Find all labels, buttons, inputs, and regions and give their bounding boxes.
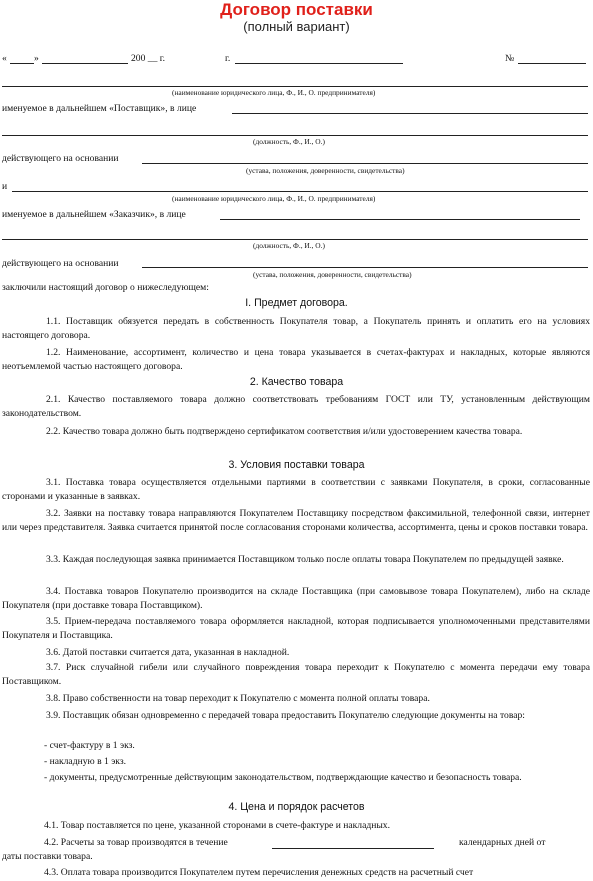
supplier-name-field[interactable] <box>2 86 588 87</box>
clause-1-2: 1.2. Наименование, ассортимент, количество и цена товара указывается в счетах-фактурах и накладных, которые являются неотъемлемой частью настоящего договора. <box>2 347 590 372</box>
city-label: г. <box>225 53 231 64</box>
clause-3-9: 3.9. Поставщик обязан одновременно с передачей товара предоставить Покупателю следующие документы на товар: <box>46 710 525 721</box>
clause-3-7: 3.7. Риск случайной гибели или случайного повреждения товара переходит к Покупателю с момента передачи ему товара Поставщиком. <box>2 662 590 687</box>
and-text: и <box>2 181 8 192</box>
supplier-basis-text: действующего на основании <box>2 153 119 164</box>
section-3-heading: 3. Условия поставки товара <box>228 459 365 471</box>
clause-2-2: 2.2. Качество товара должно быть подтверждено сертификатом соответствия и/или удостоверением качества товара. <box>46 426 523 437</box>
customer-position-caption: (должность, Ф., И., О.) <box>253 241 325 250</box>
clause-2-1: 2.1. Качество поставляемого товара должно соответствовать требованиям ГОСТ или ТУ, установленным действующим законодательством. <box>2 394 590 419</box>
date-open-quote: « <box>2 53 7 64</box>
customer-rep-field[interactable] <box>220 219 580 220</box>
supplier-name-caption: (наименование юридического лица, Ф., И., О. предпринимателя) <box>172 88 376 97</box>
supplier-text: именуемое в дальнейшем «Поставщик», в лице <box>2 103 197 114</box>
customer-basis-caption: (устава, положения, доверенности, свидетельства) <box>253 270 412 279</box>
clause-4-2-part-b: календарных дней от <box>459 837 546 848</box>
bullet-invoice: - счет-фактуру в 1 экз. <box>44 740 135 751</box>
customer-rep-field-2[interactable] <box>2 239 588 240</box>
supplier-rep-field[interactable] <box>232 113 588 114</box>
month-field[interactable] <box>42 63 128 64</box>
bullet-documents: - документы, предусмотренные действующим законодательством, подтверждающие качество и безопасность товара. <box>44 772 522 783</box>
supplier-position-caption: (должность, Ф., И., О.) <box>253 137 325 146</box>
date-close-quote: » <box>34 53 39 64</box>
customer-name-field[interactable] <box>12 191 588 192</box>
clause-4-2-part-a: 4.2. Расчеты за товар производятся в течение <box>44 837 228 848</box>
supplier-basis-field[interactable] <box>142 163 588 164</box>
supplier-rep-field-2[interactable] <box>2 135 588 136</box>
customer-text: именуемое в дальнейшем «Заказчик», в лице <box>2 209 186 220</box>
number-field[interactable] <box>518 63 586 64</box>
supplier-basis-caption: (устава, положения, доверенности, свидетельства) <box>246 166 405 175</box>
clause-4-1: 4.1. Товар поставляется по цене, указанной сторонами в счете-фактуре и накладных. <box>44 820 390 831</box>
number-label: № <box>505 53 515 64</box>
concluded-text: заключили настоящий договор о нижеследующем: <box>2 282 209 293</box>
customer-name-caption: (наименование юридического лица, Ф., И., О. предпринимателя) <box>172 194 376 203</box>
section-1-heading: I. Предмет договора. <box>245 297 348 309</box>
bullet-waybill: - накладную в 1 экз. <box>44 756 127 767</box>
clause-1-1: 1.1. Поставщик обязуется передать в собственность Покупателя товар, а Покупатель принять и оплатить его на условиях настоящего договора. <box>2 316 590 341</box>
clause-3-1: 3.1. Поставка товара осуществляется отдельными партиями в соответствии с заявками Покупателя, в сроки, согласованные сторонами и указанные в заявках. <box>2 477 590 502</box>
day-field[interactable] <box>10 63 34 64</box>
year-label: 200 __ г. <box>131 53 166 64</box>
clause-4-2-part-c: даты поставки товара. <box>2 851 93 862</box>
customer-basis-text: действующего на основании <box>2 258 119 269</box>
city-field[interactable] <box>235 63 403 64</box>
document-title: Договор поставки <box>220 0 373 19</box>
clause-3-3: 3.3. Каждая последующая заявка принимается Поставщиком только после оплаты товара Покупателем по предыдущей заявке. <box>46 554 564 565</box>
section-2-heading: 2. Качество товара <box>249 376 344 388</box>
section-4-heading: 4. Цена и порядок расчетов <box>228 801 365 813</box>
clause-3-8: 3.8. Право собственности на товар переходит к Покупателю с момента полной оплаты товара. <box>46 693 430 704</box>
clause-3-5: 3.5. Прием-передача поставляемого товара оформляется накладной, которая подписывается уполномоченными представителями Покупателя и Поставщика. <box>2 616 590 641</box>
clause-3-4: 3.4. Поставка товаров Покупателю производится на складе Поставщика (при самовывозе товара Покупателем), либо на складе Покупателя (при доставке товара Поставщиком). <box>2 586 590 611</box>
document-subtitle: (полный вариант) <box>243 19 350 34</box>
customer-basis-field[interactable] <box>142 267 588 268</box>
clause-4-3: 4.3. Оплата товара производится Покупателем путем перечисления денежных средств на расчетный счет <box>44 867 474 878</box>
clause-3-6: 3.6. Датой поставки считается дата, указанная в накладной. <box>46 647 290 658</box>
clause-3-2: 3.2. Заявки на поставку товара направляются Покупателем Поставщику посредством факсимильной, телефонной связи, интернет или через представителя. Заявка считается принятой после согласования сторонами количества, ассортимента, цены и сроков поставки товара. <box>2 508 590 533</box>
payment-days-field[interactable] <box>272 848 434 849</box>
